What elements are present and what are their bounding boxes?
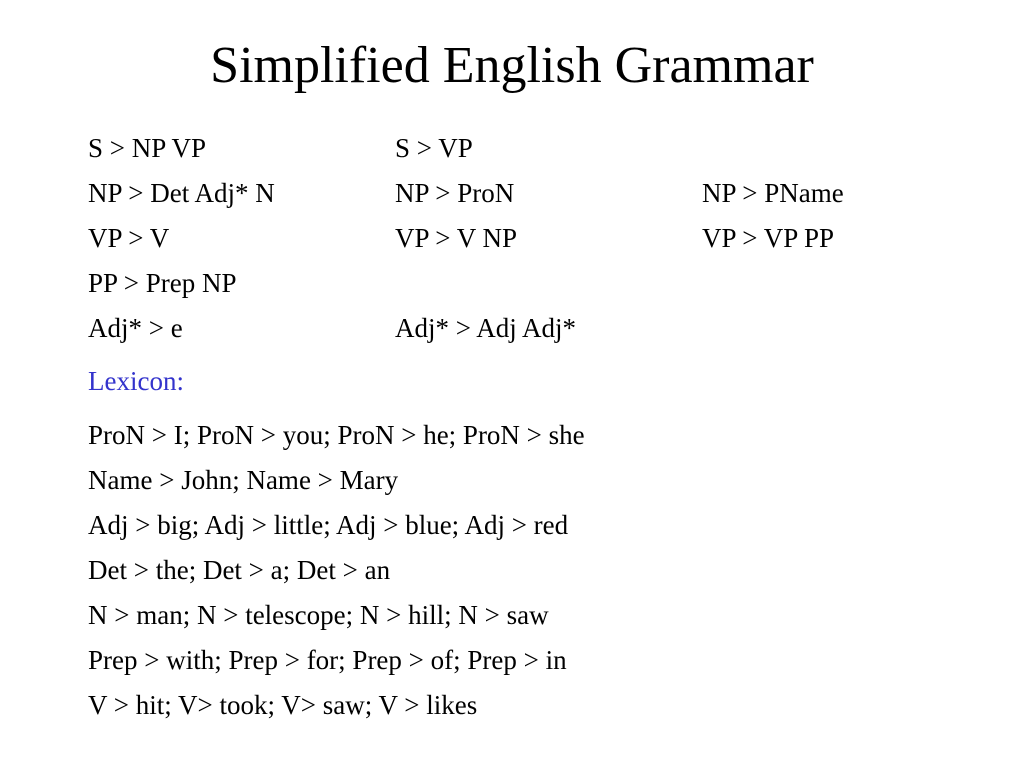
lexicon-list <box>88 413 585 728</box>
grammar-rule: S > VP <box>395 133 473 163</box>
grammar-rule: PP > Prep NP <box>88 268 237 298</box>
lexicon-line: Det > the; Det > a; Det > an <box>88 555 391 585</box>
grammar-rule: S > NP VP <box>88 133 207 163</box>
grammar-rule: VP > VP PP <box>702 223 835 253</box>
lexicon-heading: Lexicon: <box>88 366 184 396</box>
grammar-rule: NP > PName <box>702 178 844 208</box>
lexicon-line: Name > John; Name > Mary <box>88 465 399 495</box>
grammar-rule: Adj* > e <box>88 313 183 343</box>
lexicon-line: Prep > with; Prep > for; Prep > of; Prep > in <box>88 645 567 675</box>
lexicon-line: Adj > big; Adj > little; Adj > blue; Adj > red <box>88 510 569 540</box>
lexicon-line: ProN > I; ProN > you; ProN > he; ProN > she <box>88 420 585 450</box>
grammar-rule: VP > V <box>88 223 170 253</box>
lexicon-line: V > hit; V> took; V> saw; V > likes <box>88 690 478 720</box>
grammar-rule: NP > ProN <box>395 178 515 208</box>
grammar-rule: VP > V NP <box>395 223 518 253</box>
grammar-rule: Adj* > Adj Adj* <box>395 313 576 343</box>
lexicon-line: N > man; N > telescope; N > hill; N > saw <box>88 600 549 630</box>
grammar-rule: NP > Det Adj* N <box>88 178 275 208</box>
slide-title: Simplified English Grammar <box>210 37 814 94</box>
